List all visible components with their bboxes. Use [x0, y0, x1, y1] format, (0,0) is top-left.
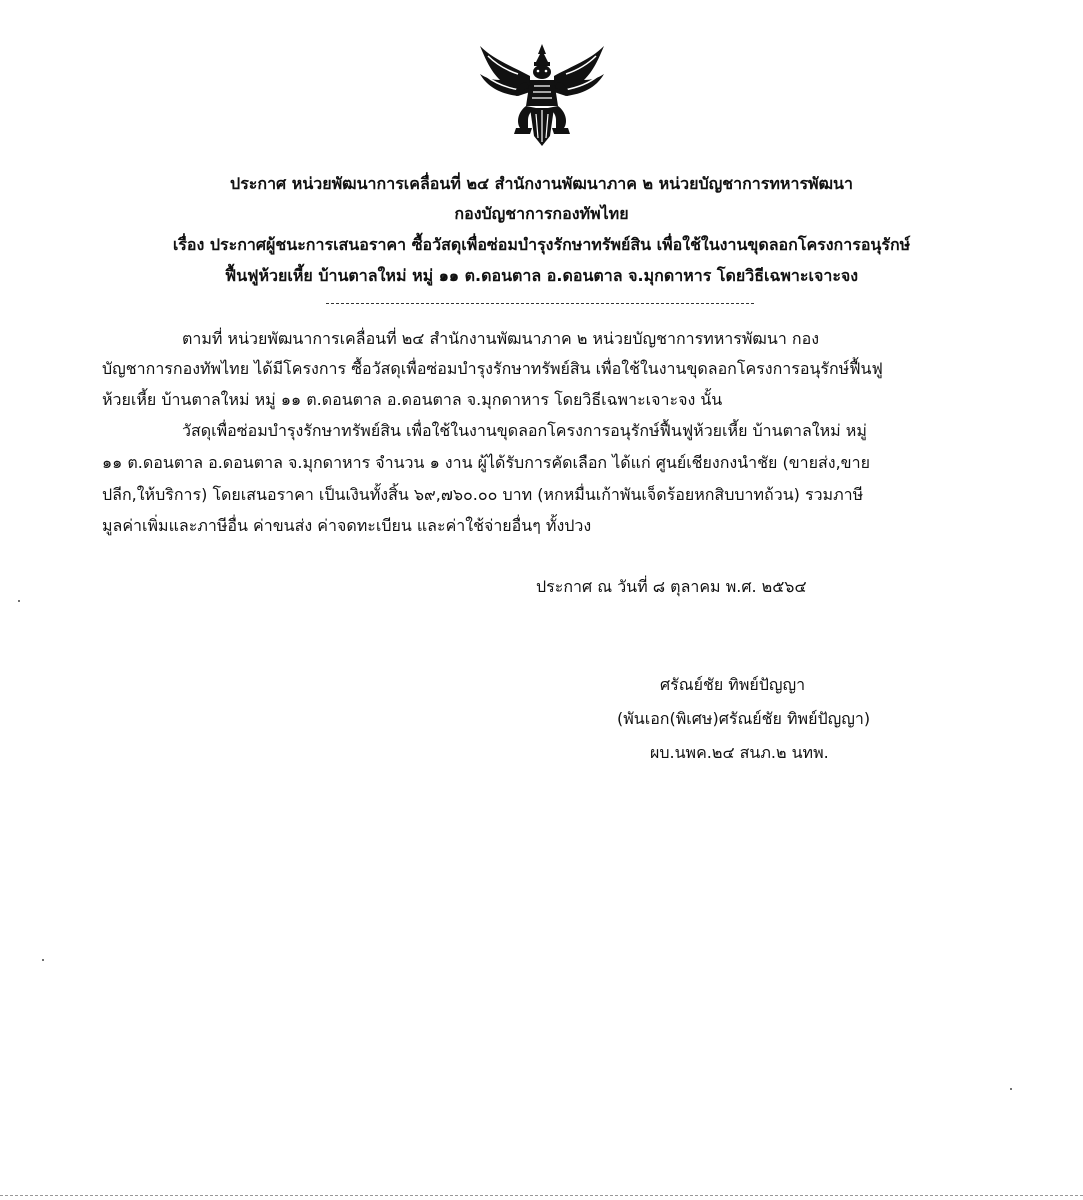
scan-speck	[1010, 1088, 1012, 1090]
body-p2-line-3: ปลีก,ให้บริการ) โดยเสนอราคา เป็นเงินทั้งสิ้น ๖๙,๗๖๐.๐๐ บาท (หกหมื่นเก้าพันเจ็ดร้อยหกสิบบาทถ้วน) รวมภาษี	[102, 485, 864, 504]
body-p2-line-2: ๑๑ ต.ดอนตาล อ.ดอนตาล จ.มุกดาหาร จำนวน ๑ งาน ผู้ได้รับการคัดเลือก ได้แก่ ศูนย์เชียงกงนำชัย (ขายส่ง,ขาย	[102, 453, 870, 472]
scan-edge-line	[0, 1195, 1083, 1196]
signatory-position: ผบ.นพค.๒๔ สนภ.๒ นทพ.	[650, 743, 829, 762]
announcement-date: ประกาศ ณ วันที่ ๘ ตุลาคม พ.ศ. ๒๕๖๔	[536, 577, 807, 596]
header-line-2: กองบัญชาการกองทัพไทย	[454, 204, 629, 223]
header-line-1: ประกาศ หน่วยพัฒนาการเคลื่อนที่ ๒๔ สำนักงานพัฒนาภาค ๒ หน่วยบัญชาการทหารพัฒนา	[230, 174, 853, 193]
signature-name: ศรัณย์ชัย ทิพย์ปัญญา	[660, 675, 806, 694]
garuda-emblem	[472, 36, 612, 156]
header-subject-line-2: ฟื้นฟูห้วยเหี้ย บ้านตาลใหม่ หมู่ ๑๑ ต.ดอนตาล อ.ดอนตาล จ.มุกดาหาร โดยวิธีเฉพาะเจาะจง	[224, 266, 859, 285]
body-p1-line-3: ห้วยเหี้ย บ้านตาลใหม่ หมู่ ๑๑ ต.ดอนตาล อ.ดอนตาล จ.มุกดาหาร โดยวิธีเฉพาะเจาะจง นั้น	[102, 390, 723, 409]
body-p2-line-1: วัสดุเพื่อซ่อมบำรุงรักษาทรัพย์สิน เพื่อใช้ในงานขุดลอกโครงการอนุรักษ์ฟื้นฟูห้วยเหี้ย บ้านตาลใหม่ หมู่	[182, 421, 867, 440]
signatory-full-name: (พันเอก(พิเศษ)ศรัณย์ชัย ทิพย์ปัญญา)	[617, 709, 871, 728]
scan-speck	[18, 600, 20, 602]
body-p1-line-2: บัญชาการกองทัพไทย ได้มีโครงการ ซื้อวัสดุเพื่อซ่อมบำรุงรักษาทรัพย์สิน เพื่อใช้ในงานขุดลอกโครงการอนุรักษ์ฟื้นฟู	[102, 359, 883, 378]
body-p1-line-1: ตามที่ หน่วยพัฒนาการเคลื่อนที่ ๒๔ สำนักงานพัฒนาภาค ๒ หน่วยบัญชาการทหารพัฒนา กอง	[182, 329, 819, 348]
header-subject-line: เรื่อง ประกาศผู้ชนะการเสนอราคา ซื้อวัสดุเพื่อซ่อมบำรุงรักษาทรัพย์สิน เพื่อใช้ในงานขุดลอกโครงการอนุรักษ์	[172, 235, 911, 254]
header-divider	[326, 303, 754, 304]
body-p2-line-4: มูลค่าเพิ่มและภาษีอื่น ค่าขนส่ง ค่าจดทะเบียน และค่าใช้จ่ายอื่นๆ ทั้งปวง	[102, 516, 592, 535]
scan-speck	[42, 959, 44, 961]
